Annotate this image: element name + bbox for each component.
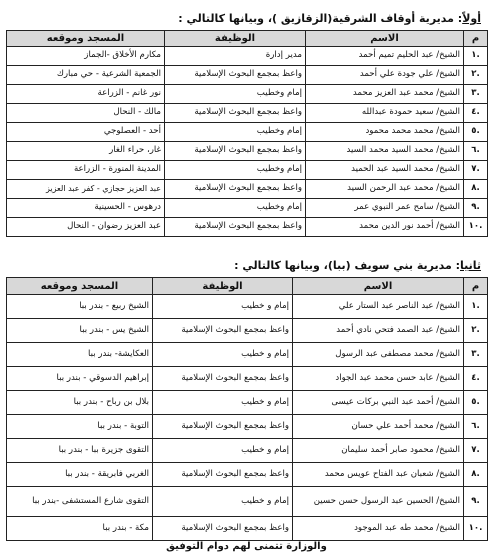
table-row (7, 343, 488, 367)
cell-mosque: الغربي فابريقة - بندر ببا (7, 463, 153, 487)
table-row (7, 66, 488, 85)
cell-name: الشيخ/ شعبان عبد الفتاح عويس محمد (293, 463, 464, 487)
section1-table (6, 30, 488, 237)
cell-no: .٢ (464, 66, 488, 85)
cell-job: إمام و خطيب (153, 391, 293, 415)
cell-no: .٧ (464, 161, 488, 180)
cell-no: .٩ (464, 487, 488, 517)
cell-no: .٩ (464, 199, 488, 218)
cell-job: واعظ بمجمع البحوث الإسلامية (153, 367, 293, 391)
table-row (7, 487, 488, 517)
cell-no: .١ (464, 295, 488, 319)
cell-job: واعظ بمجمع البحوث الإسلامية (153, 415, 293, 439)
cell-mosque: الشيخ ربيع - بندر ببا (7, 295, 153, 319)
cell-mosque: الجمعية الشرعية - حي مبارك (7, 66, 165, 85)
cell-no: .٤ (464, 367, 488, 391)
table-row (7, 295, 488, 319)
cell-name: الشيخ/ علي جودة علي أحمد (306, 66, 464, 85)
cell-mosque: نور غانم - الزراعة (7, 85, 165, 104)
cell-no: .٣ (464, 85, 488, 104)
cell-job: واعظ بمجمع البحوث الإسلامية (165, 218, 306, 237)
table-row (7, 439, 488, 463)
header-mosque: المسجد وموقعه (7, 278, 153, 295)
table-row (7, 463, 488, 487)
cell-job: إمام وخطيب (165, 161, 306, 180)
closing-note: والوزارة تتمنى لهم دوام التوفيق (166, 541, 327, 552)
section2-prefix: ثانيا (459, 259, 481, 272)
cell-name: الشيخ/ محمد السيد محمد السيد (306, 142, 464, 161)
cell-job: إمام و خطيب (153, 487, 293, 517)
cell-no: .١ (464, 47, 488, 66)
cell-job: واعظ بمجمع البحوث الإسلامية (165, 142, 306, 161)
cell-name: الشيخ/ محمد مصطفى عبد الرسول (293, 343, 464, 367)
table-row (7, 85, 488, 104)
cell-mosque: الشيخ يس - بندر ببا (7, 319, 153, 343)
cell-no: .٥ (464, 123, 488, 142)
cell-name: الشيخ/ سعيد حمودة عبدالله (306, 104, 464, 123)
cell-job: إمام و خطيب (153, 295, 293, 319)
header-mosque: المسجد وموقعه (7, 31, 165, 47)
cell-job: مدير إدارة (165, 47, 306, 66)
cell-name: الشيخ/ عبد الناصر عبد الستار علي (293, 295, 464, 319)
section1-heading (178, 12, 481, 26)
table-row (7, 161, 488, 180)
cell-mosque: مكة - بندر ببا (7, 517, 153, 541)
cell-name: الشيخ/ عبد الصمد فتحي نادي أحمد (293, 319, 464, 343)
cell-mosque: التوبة - بندر ببا (7, 415, 153, 439)
section2-table (6, 277, 488, 541)
cell-mosque: مالك - النحال (7, 104, 165, 123)
cell-name: الشيخ/ محمود صابر أحمد سليمان (293, 439, 464, 463)
header-no: م (464, 278, 488, 295)
cell-no: .٧ (464, 439, 488, 463)
cell-no: .١٠ (464, 517, 488, 541)
cell-no: .٤ (464, 104, 488, 123)
table-row (7, 415, 488, 439)
cell-mosque: إبراهيم الدسوقي - بندر ببا (7, 367, 153, 391)
cell-job: واعظ بمجمع البحوث الإسلامية (165, 66, 306, 85)
cell-name: الشيخ/ محمد عبد الرحمن السيد (306, 180, 464, 199)
cell-job: إمام وخطيب (165, 85, 306, 104)
cell-name: الشيخ/ محمد محمد محمود (306, 123, 464, 142)
table-row (7, 142, 488, 161)
table-row (7, 104, 488, 123)
header-name: الاسم (293, 278, 464, 295)
cell-no: .٦ (464, 142, 488, 161)
cell-mosque: العكايشة- بندر ببا (7, 343, 153, 367)
cell-name: الشيخ/ محمد عبد العزيز محمد (306, 85, 464, 104)
section1-title: : مديرية أوقاف الشرقية(الزقازيق )، وبيانها كالتالي : (178, 12, 463, 25)
cell-mosque: التقوى شارع المستشفى -بندر ببا (7, 487, 153, 517)
cell-no: .٢ (464, 319, 488, 343)
cell-job: إمام وخطيب (165, 123, 306, 142)
section2-title: : مديرية بني سويف (ببا)، وبيانها كالتالي : (234, 259, 460, 272)
cell-name: الشيخ/ عابد حسن محمد عبد الجواد (293, 367, 464, 391)
table-row (7, 218, 488, 237)
table-row (7, 391, 488, 415)
cell-name: الشيخ/ أحمد عبد النبي بركات عيسى (293, 391, 464, 415)
table-row (7, 47, 488, 66)
cell-job: إمام وخطيب (165, 199, 306, 218)
cell-mosque: عبد العزيز حجازي - كفر عبد العزيز (7, 180, 165, 199)
cell-no: .٥ (464, 391, 488, 415)
cell-mosque: غار، حراء الغار (7, 142, 165, 161)
section1-prefix: أولاً (462, 12, 481, 25)
cell-job: واعظ بمجمع البحوث الإسلامية (165, 180, 306, 199)
table-row (7, 199, 488, 218)
header-no: م (464, 31, 488, 47)
cell-mosque: التقوى جزيرة ببا - بندر ببا (7, 439, 153, 463)
cell-name: الشيخ/ سامح عمر النبوي عمر (306, 199, 464, 218)
table-row (7, 180, 488, 199)
table-row (7, 517, 488, 541)
section2-heading (234, 259, 481, 273)
cell-job: إمام و خطيب (153, 343, 293, 367)
cell-no: .١٠ (464, 218, 488, 237)
header-name: الاسم (306, 31, 464, 47)
header-job: الوظيفة (165, 31, 306, 47)
cell-name: الشيخ/ عبد الحليم تميم أحمد (306, 47, 464, 66)
cell-job: واعظ بمجمع البحوث الإسلامية (153, 463, 293, 487)
cell-mosque: بلال بن رباح - بندر ببا (7, 391, 153, 415)
cell-job: واعظ بمجمع البحوث الإسلامية (153, 319, 293, 343)
header-job: الوظيفة (153, 278, 293, 295)
cell-mosque: درهوس - الحسينية (7, 199, 165, 218)
table-row (7, 319, 488, 343)
cell-no: .٨ (464, 180, 488, 199)
cell-no: .٨ (464, 463, 488, 487)
table-header-row (7, 278, 488, 295)
cell-job: واعظ بمجمع البحوث الإسلامية (153, 517, 293, 541)
cell-no: .٣ (464, 343, 488, 367)
cell-mosque: مكارم الأخلاق -الجماز (7, 47, 165, 66)
table-row (7, 367, 488, 391)
cell-mosque: المدينة المنورة - الزراعة (7, 161, 165, 180)
table-header-row (7, 31, 488, 47)
cell-no: .٦ (464, 415, 488, 439)
cell-name: الشيخ/ الحسين عبد الرسول حسن حسين (293, 487, 464, 517)
cell-mosque: أحد - العصلوجي (7, 123, 165, 142)
cell-name: الشيخ/ محمد طه عبد الموجود (293, 517, 464, 541)
cell-job: إمام و خطيب (153, 439, 293, 463)
cell-name: الشيخ/ محمد السيد عبد الحميد (306, 161, 464, 180)
cell-job: واعظ بمجمع البحوث الإسلامية (165, 104, 306, 123)
cell-name: الشيخ/ أحمد نور الدين محمد (306, 218, 464, 237)
cell-mosque: عبد العزيز رضوان - النحال (7, 218, 165, 237)
table-row (7, 123, 488, 142)
cell-name: الشيخ/ محمد أحمد علي حسان (293, 415, 464, 439)
